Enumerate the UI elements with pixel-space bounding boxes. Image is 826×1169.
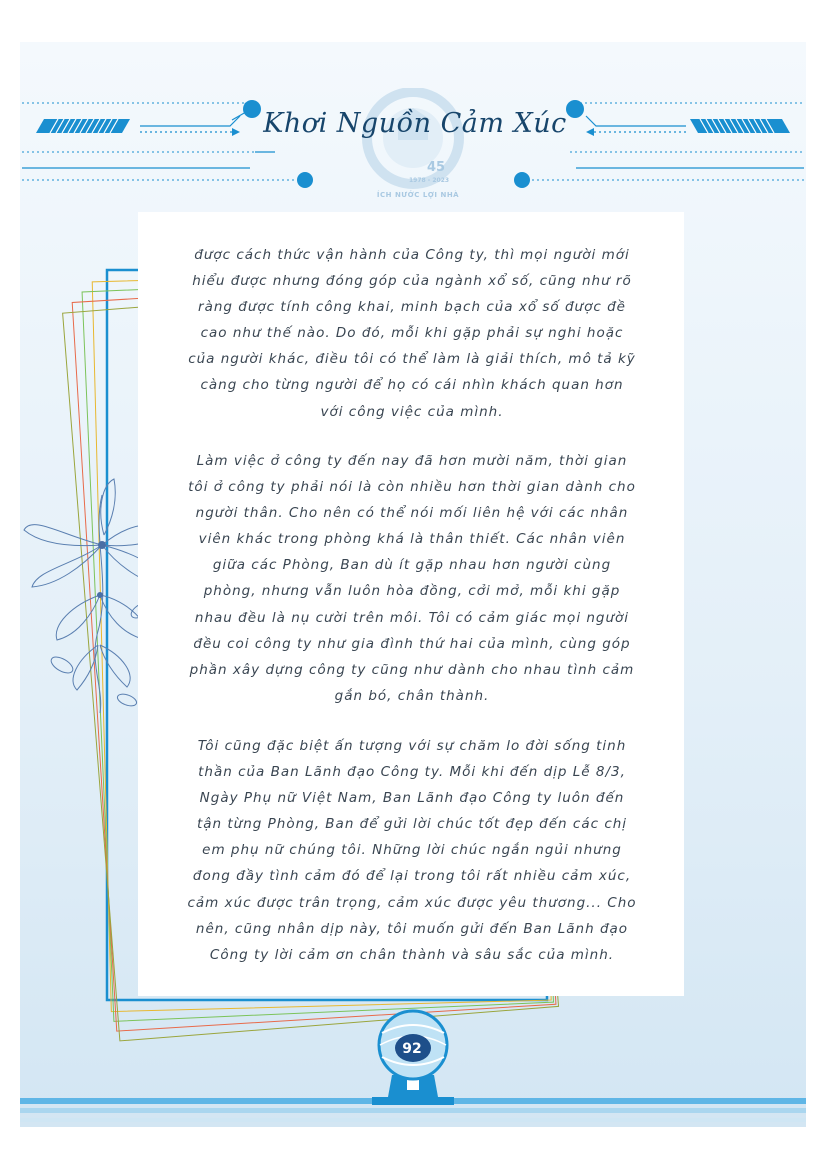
- footer-decoration: [20, 1005, 806, 1130]
- logo-anniversary-number: 45: [427, 160, 446, 175]
- logo-slogan: ÍCH NƯỚC LỢI NHÀ: [376, 191, 460, 199]
- body-paragraph-1: được cách thức vận hành của Công ty, thì mọi người mới hiểu được nhưng đóng góp của ngành xổ số, cũng như rõ ràng được tính công khai, minh bạch của xổ số được đề cao như thế nào. Do đó, mỗi khi gặp phải sự nghi hoặc của người khác, điều tôi có thể làm là giải thích, mô tả kỹ càng cho từng người để họ có cái nhìn khách quan hơn với công việc của mình.: [188, 247, 636, 420]
- anniversary-logo: [348, 88, 478, 203]
- logo-years: 1978 - 2023: [409, 177, 450, 184]
- page-title: Khơi Nguồn Cảm Xúc: [263, 108, 567, 139]
- body-paragraph-3: Tôi cũng đặc biệt ấn tượng với sự chăm lo đời sống tinh thần của Ban Lãnh đạo Công ty. Mỗi khi đến dịp Lễ 8/3, Ngày Phụ nữ Việt Nam, Ban Lãnh đạo Công ty luôn đến tận từng Phòng, Ban để gửi lời chúc tốt đẹp đến các chị em phụ nữ chúng tôi. Những lời chúc ngắn ngủi nhưng đong đầy tình cảm đó để lại trong tôi rất nhiều cảm xúc, cảm xúc được trân trọng, cảm xúc được yêu thương... Cho nên, cũng nhân dịp này, tôi muốn gửi đến Ban Lãnh đạo Công ty lời cảm ơn chân thành và sâu sắc của mình.: [187, 738, 637, 963]
- body-paragraph-2: Làm việc ở công ty đến nay đã hơn mười năm, thời gian tôi ở công ty phải nói là còn nhiều hơn thời gian dành cho người thân. Cho nên có thể nói mối liên hệ với các nhân viên khác trong phòng khá là thân thiết. Các nhân viên giữa các Phòng, Ban dù ít gặp nhau hơn người cùng phòng, nhưng vẫn luôn hòa đồng, cởi mở, mỗi khi gặp nhau đều là nụ cười trên môi. Tôi có cảm giác mọi người đều coi công ty như gia đình thứ hai của mình, cùng góp phần xây dựng công ty cũng như dành cho nhau tình cảm gắn bó, chân thành.: [188, 453, 636, 704]
- page-number: 92: [402, 1041, 422, 1057]
